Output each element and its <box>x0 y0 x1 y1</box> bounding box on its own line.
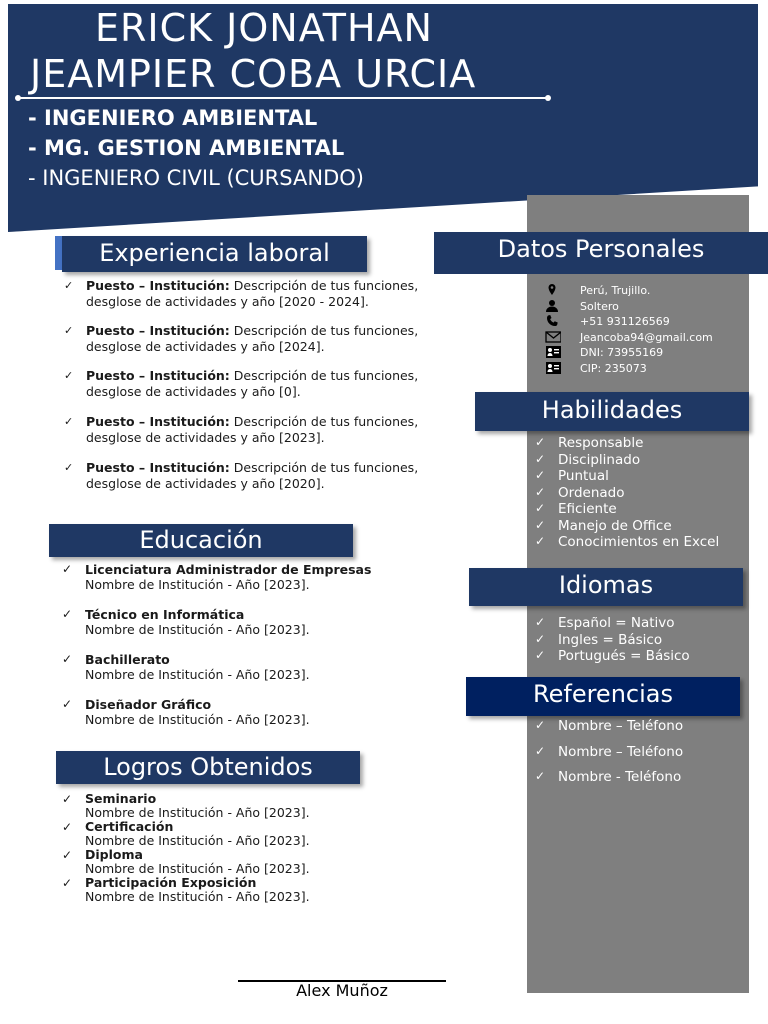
personal-data-row <box>545 283 745 299</box>
experience-desc: Descripción de tus funciones, <box>229 368 419 383</box>
experience-title: Puesto – Institución: <box>86 323 230 338</box>
check-icon: ✓ <box>535 484 546 499</box>
check-icon: ✓ <box>535 631 546 646</box>
personal-data-row <box>545 361 745 377</box>
check-icon: ✓ <box>62 876 73 890</box>
check-icon: ✓ <box>64 461 74 474</box>
experience-title: Puesto – Institución: <box>86 278 230 293</box>
experience-item <box>64 460 464 491</box>
language-label: Portugués = Básico <box>558 648 690 664</box>
check-icon: ✓ <box>535 769 546 783</box>
list-item <box>535 452 719 469</box>
experience-year: desglose de actividades y año [2020 - 2024]. <box>86 293 369 309</box>
education-institution: Nombre de Institución - Año [2023]. <box>85 577 310 592</box>
location-pin-icon <box>545 283 561 297</box>
dni-value: DNI: 73955169 <box>580 346 664 359</box>
experience-title: Puesto – Institución: <box>86 460 230 475</box>
cip-value: CIP: 235073 <box>580 361 647 375</box>
email-value: Jeancoba94@gmail.com <box>580 330 713 344</box>
skills-list <box>535 435 719 551</box>
skill-label: Disciplinado <box>558 451 641 468</box>
achievement-institution: Nombre de Institución - Año [2023]. <box>85 833 310 848</box>
education-item <box>62 697 422 727</box>
check-icon: ✓ <box>64 324 74 337</box>
education-item <box>62 652 422 682</box>
signature-name: Alex Muñoz <box>296 981 388 1000</box>
education-title: Técnico en Informática <box>85 607 245 622</box>
list-item <box>535 769 683 795</box>
id-card-icon <box>545 345 561 359</box>
achievement-title: Diploma <box>85 847 143 862</box>
phone-value: +51 931126569 <box>580 315 670 328</box>
education-title: Bachillerato <box>85 652 170 667</box>
check-icon: ✓ <box>535 451 546 466</box>
education-institution: Nombre de Institución - Año [2023]. <box>85 712 310 727</box>
experience-accent-bar <box>55 236 62 270</box>
marital-status-value: Soltero <box>580 299 619 313</box>
list-item <box>535 501 719 518</box>
list-item <box>535 518 719 535</box>
language-label: Español = Nativo <box>558 615 675 631</box>
location-value: Perú, Trujillo. <box>580 284 651 297</box>
check-icon: ✓ <box>62 697 73 711</box>
achievement-item <box>62 848 422 876</box>
skill-label: Eficiente <box>558 501 617 517</box>
check-icon: ✓ <box>535 501 546 515</box>
check-icon: ✓ <box>535 435 546 449</box>
id-card-icon <box>545 361 561 375</box>
check-icon: ✓ <box>64 369 74 382</box>
list-item <box>535 468 719 485</box>
education-title: Licenciatura Administrador de Empresas <box>85 562 372 577</box>
experience-desc: Descripción de tus funciones, <box>229 414 419 429</box>
name-first: ERICK JONATHAN <box>95 6 433 50</box>
list-item <box>535 615 690 632</box>
section-datos-personales: Datos Personales <box>434 232 768 274</box>
title-mg-gestion: - MG. GESTION AMBIENTAL <box>28 136 345 160</box>
check-icon: ✓ <box>62 848 73 862</box>
check-icon: ✓ <box>62 792 73 806</box>
experience-desc: Descripción de tus funciones, <box>229 278 419 293</box>
section-educacion: Educación <box>49 524 353 557</box>
check-icon: ✓ <box>64 279 74 292</box>
check-icon: ✓ <box>535 615 546 629</box>
education-title: Diseñador Gráfico <box>85 697 212 712</box>
check-icon: ✓ <box>62 607 73 621</box>
education-institution: Nombre de Institución - Año [2023]. <box>85 667 310 682</box>
list-item <box>535 485 719 502</box>
list-item <box>535 534 719 551</box>
list-item <box>535 648 690 665</box>
check-icon: ✓ <box>62 562 73 576</box>
section-habilidades: Habilidades <box>475 392 749 431</box>
personal-data-list <box>545 283 745 376</box>
check-icon: ✓ <box>62 820 73 834</box>
language-label: Ingles = Básico <box>558 631 663 648</box>
experience-item <box>64 278 464 309</box>
achievement-institution: Nombre de Institución - Año [2023]. <box>85 805 310 820</box>
skill-label: Puntual <box>558 468 609 484</box>
experience-desc: Descripción de tus funciones, <box>229 460 419 475</box>
references-list <box>535 718 683 795</box>
skill-label: Manejo de Office <box>558 517 672 534</box>
personal-data-row <box>545 299 745 315</box>
section-experiencia: Experiencia laboral <box>62 236 367 272</box>
list-item <box>535 435 719 452</box>
personal-data-row <box>545 345 745 361</box>
check-icon: ✓ <box>535 718 546 732</box>
experience-year: desglose de actividades y año [0]. <box>86 383 301 399</box>
skill-label: Responsable <box>558 435 644 451</box>
experience-item <box>64 414 464 445</box>
achievement-title: Participación Exposición <box>85 875 257 890</box>
check-icon: ✓ <box>64 415 74 428</box>
check-icon: ✓ <box>535 468 546 482</box>
name-divider <box>18 97 548 99</box>
achievement-item <box>62 820 422 848</box>
achievement-item <box>62 792 422 820</box>
section-referencias: Referencias <box>466 677 740 716</box>
list-item <box>535 744 683 770</box>
education-item <box>62 607 422 637</box>
name-last: JEAMPIER COBA URCIA <box>30 52 477 96</box>
section-idiomas: Idiomas <box>469 568 743 606</box>
title-ingeniero-civil: - INGENIERO CIVIL (CURSANDO) <box>28 166 364 190</box>
experience-item <box>64 368 464 399</box>
reference-label: Nombre – Teléfono <box>558 718 684 734</box>
experience-year: desglose de actividades y año [2023]. <box>86 429 325 445</box>
check-icon: ✓ <box>62 652 73 666</box>
experience-title: Puesto – Institución: <box>86 368 230 383</box>
personal-data-row <box>545 314 745 330</box>
experience-year: desglose de actividades y año [2024]. <box>86 338 325 354</box>
achievement-institution: Nombre de Institución - Año [2023]. <box>85 861 310 876</box>
achievement-title: Certificación <box>85 819 174 834</box>
skill-label: Conocimientos en Excel <box>558 534 720 550</box>
section-logros: Logros Obtenidos <box>56 751 360 784</box>
check-icon: ✓ <box>535 534 546 548</box>
achievement-item <box>62 876 422 904</box>
person-icon <box>545 299 561 313</box>
languages-list <box>535 615 690 665</box>
check-icon: ✓ <box>535 743 546 758</box>
personal-data-row <box>545 330 745 346</box>
education-item <box>62 562 422 592</box>
reference-label: Nombre - Teléfono <box>558 769 682 785</box>
list-item <box>535 718 683 744</box>
title-ingeniero-ambiental: - INGENIERO AMBIENTAL <box>28 106 318 130</box>
experience-desc: Descripción de tus funciones, <box>229 323 419 338</box>
experience-year: desglose de actividades y año [2020]. <box>86 475 325 491</box>
check-icon: ✓ <box>535 517 546 532</box>
envelope-icon <box>545 330 561 344</box>
list-item <box>535 632 690 649</box>
skill-label: Ordenado <box>558 484 625 501</box>
achievement-institution: Nombre de Institución - Año [2023]. <box>85 889 310 904</box>
achievement-title: Seminario <box>85 791 157 806</box>
reference-label: Nombre – Teléfono <box>558 743 684 760</box>
experience-item <box>64 323 464 354</box>
education-institution: Nombre de Institución - Año [2023]. <box>85 622 310 637</box>
experience-title: Puesto – Institución: <box>86 414 230 429</box>
phone-icon <box>545 314 561 328</box>
check-icon: ✓ <box>535 648 546 662</box>
